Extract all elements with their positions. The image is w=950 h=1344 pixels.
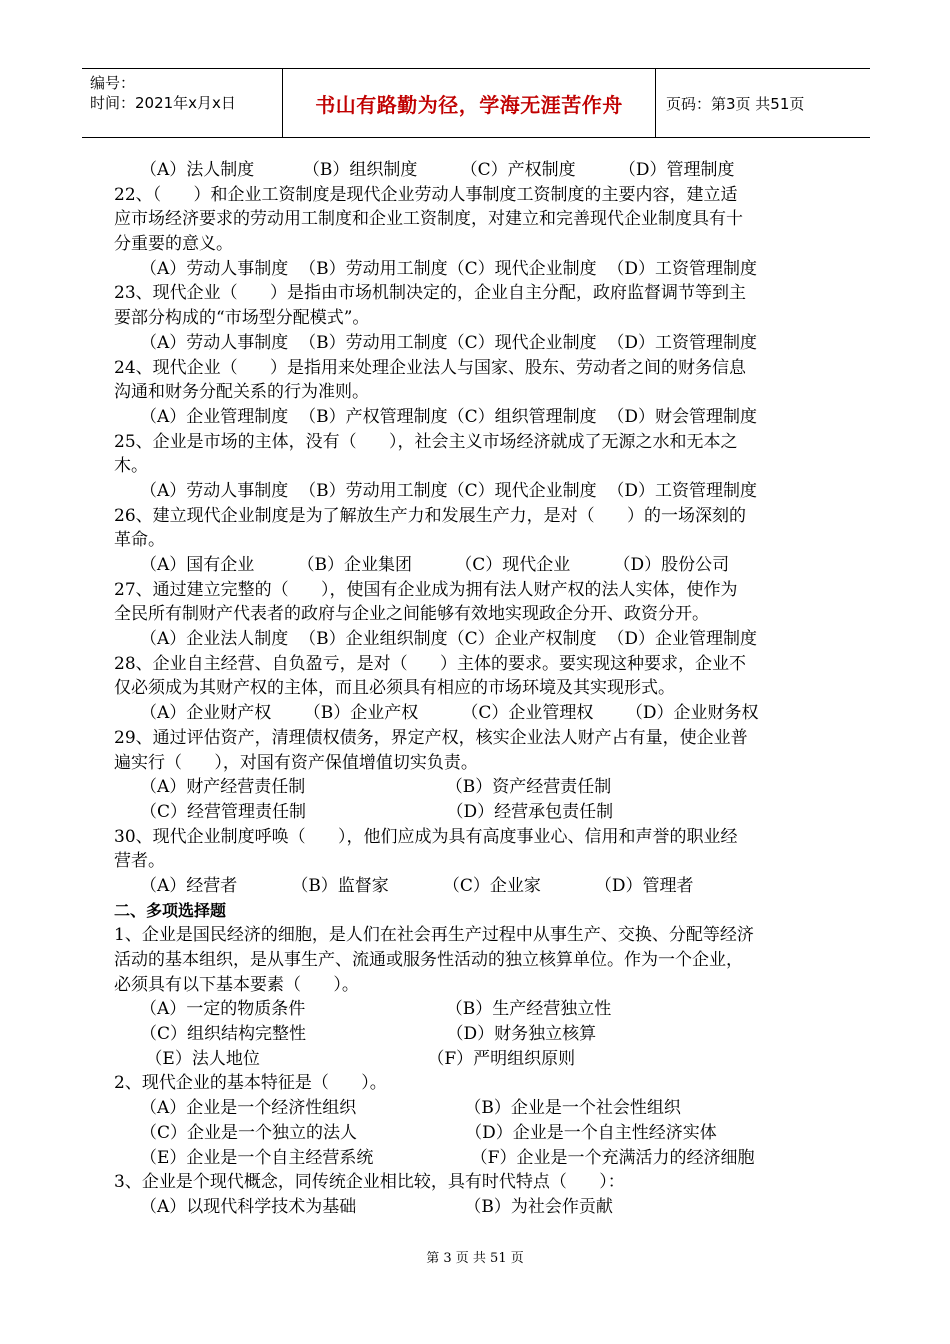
answer-options-line: （A）财产经营责任制 （B）资产经营责任制 [140,777,612,798]
answer-options-line: （C）组织结构完整性 （D）财务独立核算 [140,1024,597,1045]
answer-options-line: （A）一定的物质条件 （B）生产经营独立性 [140,999,612,1020]
question-text-line: 要部分构成的“市场型分配模式”。 [114,308,370,329]
header-motto-cell [283,69,656,137]
question-text-line: 1、企业是国民经济的细胞，是人们在社会再生产过程中从事生产、交换、分配等经济 [114,925,754,946]
answer-options-line: （A）企业法人制度 （B）企业组织制度（C）企业产权制度 （D）企业管理制度 [140,629,758,650]
question-text-line: 26、建立现代企业制度是为了解放生产力和发展生产力，是对（ ）的一场深刻的 [114,505,747,526]
answer-options-line: （C）经营管理责任制 （D）经营承包责任制 [140,801,614,822]
header-meta [82,69,283,137]
answer-options-line: （A）以现代科学技术为基础 （B）为社会作贡献 [140,1196,613,1217]
question-text-line: 22、（ ）和企业工资制度是现代企业劳动人事制度工资制度的主要内容，建立适 [114,184,738,205]
page-header [82,68,870,138]
answer-options-line: （E）法人地位 （F）严明组织原则 [140,1048,576,1069]
question-text-line: 木。 [114,456,148,477]
question-text-line: 营者。 [114,851,165,872]
question-text-line: 全民所有制财产代表者的政府与企业之间能够有效地实现政企分开、政资分开。 [114,604,709,625]
answer-options-line: （A）劳动人事制度 （B）劳动用工制度（C）现代企业制度 （D）工资管理制度 [140,332,758,353]
question-text-line: 沟通和财务分配关系的行为准则。 [114,382,369,403]
question-text-line: 29、通过评估资产，清理债权债务，界定产权，核实企业法人财产占有量，使企业普 [114,727,748,748]
document-body [114,158,842,1220]
answer-options-line: （A）劳动人事制度 （B）劳动用工制度（C）现代企业制度 （D）工资管理制度 [140,258,758,279]
question-text-line: 仅必须成为其财产权的主体，而且必须具有相应的市场环境及其实现形式。 [114,678,675,699]
question-text-line: 24、现代企业（ ）是指用来处理企业法人与国家、股东、劳动者之间的财务信息 [114,357,747,378]
answer-options-line: （A）企业管理制度 （B）产权管理制度（C）组织管理制度 （D）财会管理制度 [140,406,758,427]
question-text-line: 27、通过建立完整的（ ），使国有企业成为拥有法人财产权的法人实体，使作为 [114,579,738,600]
question-text-line: 25、企业是市场的主体，没有（ ），社会主义市场经济就成了无源之水和无本之 [114,431,738,452]
question-text-line: 应市场经济要求的劳动用工制度和企业工资制度，对建立和完善现代企业制度具有十 [114,209,743,230]
number-label: 编号： [90,74,136,92]
question-text-line: 3、企业是个现代概念，同传统企业相比较，具有时代特点（ ）： [114,1172,625,1193]
question-text-line: 分重要的意义。 [114,234,233,255]
page-footer: 第 3 页 共 51 页 [426,1251,524,1266]
answer-options-line: （A）经营者 （B）监督家 （C）企业家 （D）管理者 [140,875,694,896]
question-text-line: 23、现代企业（ ）是指由市场机制决定的，企业自主分配，政府监督调节等到主 [114,283,747,304]
question-text-line: 30、现代企业制度呼唤（ ），他们应成为具有高度事业心、信用和声誉的职业经 [114,826,738,847]
answer-options-line: （A）劳动人事制度 （B）劳动用工制度（C）现代企业制度 （D）工资管理制度 [140,480,758,501]
answer-options-line: （C）企业是一个独立的法人 （D）企业是一个自主性经济实体 [140,1122,717,1143]
answer-options-line: （E）企业是一个自主经营系统 （F）企业是一个充满活力的经济细胞 [140,1147,755,1168]
answer-options-line: （A）企业是一个经济性组织 （B）企业是一个社会性组织 [140,1098,681,1119]
page-code: 页码：第3页 共51页 [666,94,805,113]
question-text-line: 遍实行（ ），对国有资产保值增值切实负责。 [114,752,478,773]
motto-text: 书山有路勤为径，学海无涯苦作舟 [315,92,623,117]
question-text-line: 28、企业自主经营、自负盈亏，是对（ ）主体的要求。要实现这种要求，企业不 [114,653,747,674]
answer-options-line: （A）法人制度 （B）组织制度 （C）产权制度 （D）管理制度 [140,160,735,180]
answer-options-line: （A）企业财产权 （B）企业产权 （C）企业管理权 （D）企业财务权 [140,703,759,724]
answer-options-line: （A）国有企业 （B）企业集团 （C）现代企业 （D）股份公司 [140,555,730,575]
question-text-line: 必须具有以下基本要素（ ）。 [114,974,359,995]
time-label: 时间：2021年x月x日 [90,94,236,112]
question-text-line: 革命。 [114,530,165,551]
question-text-line: 活动的基本组织，是从事生产、流通或服务性活动的独立核算单位。作为一个企业， [114,950,743,970]
section-heading: 二、多项选择题 [114,900,227,920]
question-text-line: 2、现代企业的基本特征是（ ）。 [114,1073,387,1094]
